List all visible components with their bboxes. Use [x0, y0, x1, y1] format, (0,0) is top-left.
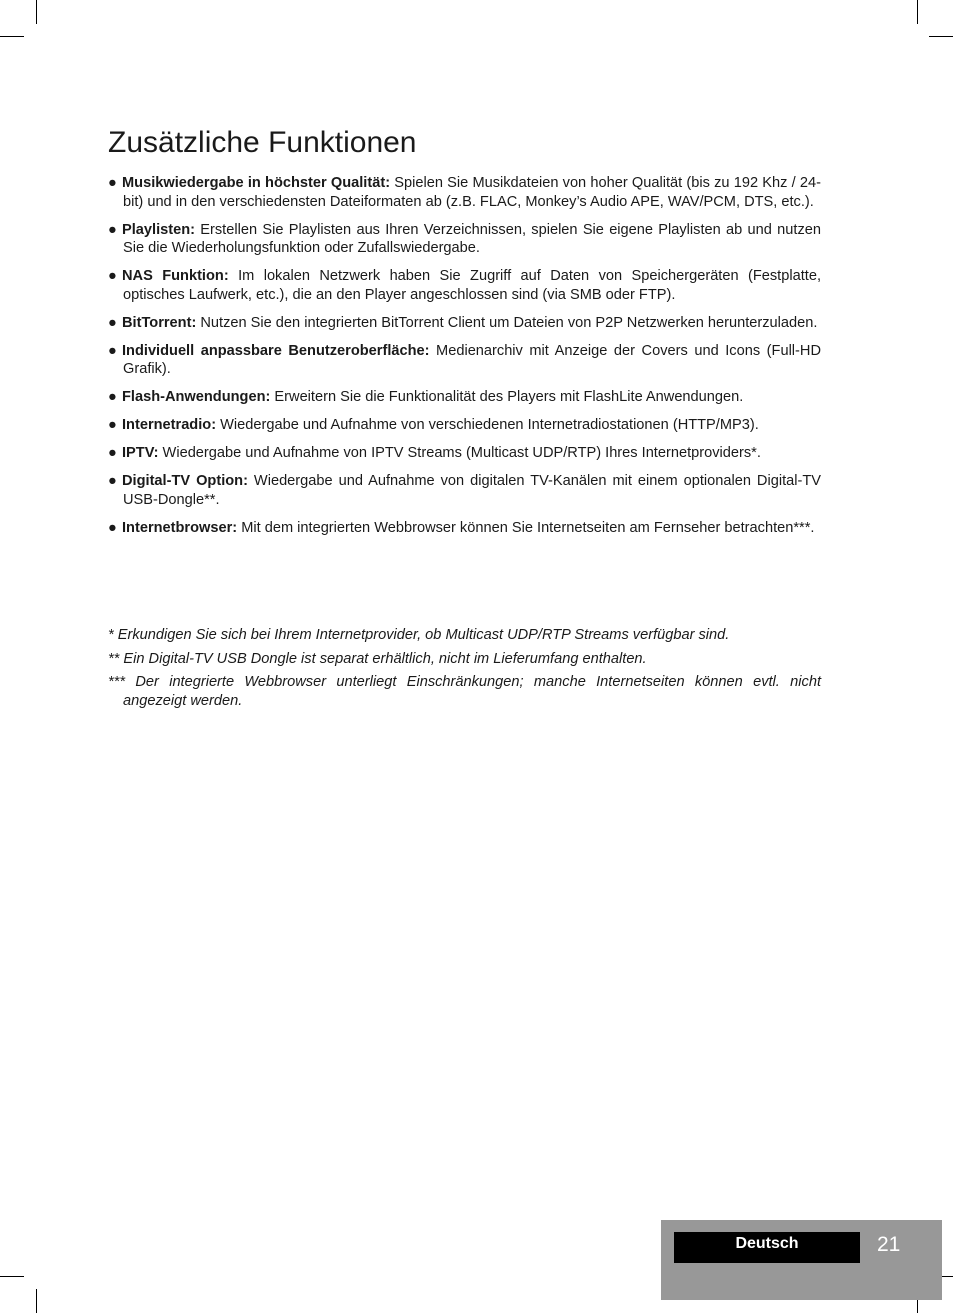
list-item — [108, 267, 821, 304]
page-title: Zusätzliche Funktionen — [108, 126, 417, 159]
footnote: * Erkundigen Sie sich bei Ihrem Internetprovider, ob Multicast UDP/RTP Streams verfügbar sind. — [108, 627, 730, 643]
bullet: ● — [108, 221, 117, 238]
footnotes — [108, 626, 821, 715]
list-item — [108, 519, 821, 538]
crop-mark — [36, 1289, 37, 1313]
feature-text: Wiedergabe und Aufnahme von IPTV Streams (Multicast UDP/RTP) Ihres Internetproviders*. — [158, 445, 761, 461]
crop-mark — [0, 1276, 24, 1277]
feature-label: Digital-TV Option: — [122, 473, 248, 489]
feature-label: Musikwiedergabe in höchster Qualität: — [122, 175, 391, 191]
list-item — [108, 342, 821, 379]
feature-label: NAS Funktion: — [122, 268, 229, 284]
feature-label: Flash-Anwendungen: — [122, 389, 271, 405]
list-item — [108, 221, 821, 258]
feature-label: Playlisten: — [122, 221, 195, 238]
bullet: ● — [108, 445, 117, 461]
feature-label: IPTV: — [122, 445, 159, 461]
bullet: ● — [108, 268, 117, 284]
feature-text: Medienarchiv mit Anzeige der Covers und Icons (Full-HD Grafik). — [123, 342, 821, 377]
feature-text: Wiedergabe und Aufnahme von digitalen TV-Kanälen mit einem optionalen Digital-TV USB-Dongle**. — [123, 473, 821, 508]
list-item — [108, 388, 821, 407]
bullet: ● — [108, 314, 117, 331]
feature-text: Mit dem integrierten Webbrowser können Sie Internetseiten am Fernseher betrachten***. — [237, 519, 815, 536]
feature-list — [108, 174, 821, 547]
crop-mark — [36, 0, 37, 24]
footnote: ** Ein Digital-TV USB Dongle ist separat erhältlich, nicht im Lieferumfang enthalten. — [108, 650, 647, 667]
bullet: ● — [108, 342, 117, 359]
language-label: Deutsch — [674, 1232, 860, 1263]
list-item — [108, 472, 821, 509]
feature-text: Erstellen Sie Playlisten aus Ihren Verzeichnissen, spielen Sie eigene Playlisten ab und nutzen Sie die Wiederholungsfunktion oder Zufallswiedergabe. — [123, 221, 821, 256]
bullet: ● — [108, 175, 117, 191]
feature-text: Spielen Sie Musikdateien von hoher Qualität (bis zu 192 Khz / 24-bit) und in den verschiedensten Dateiformaten ab (z.B. FLAC, Monkey’s Audio APE, WAV/PCM, DTS, etc.). — [123, 175, 822, 210]
list-item — [108, 314, 821, 333]
footnote: *** Der integrierte Webbrowser unterliegt Einschränkungen; manche Internetseiten können evtl. nicht angezeigt werden. — [108, 674, 821, 709]
feature-text: Nutzen Sie den integrierten BitTorrent Client um Dateien von P2P Netzwerken herunterzuladen. — [196, 314, 818, 331]
feature-text: Im lokalen Netzwerk haben Sie Zugriff auf Daten von Speichergeräten (Festplatte, optisches Laufwerk, etc.), die an den Player angeschlossen sind (via SMB oder FTP). — [123, 268, 821, 303]
list-item — [108, 444, 821, 463]
feature-text: Wiedergabe und Aufnahme von verschiedenen Internetradiostationen (HTTP/MP3). — [216, 417, 759, 433]
bullet: ● — [108, 519, 117, 536]
page-footer — [661, 1220, 942, 1300]
bullet: ● — [108, 473, 117, 489]
feature-text: Erweitern Sie die Funktionalität des Players mit FlashLite Anwendungen. — [270, 389, 744, 405]
list-item — [108, 174, 821, 211]
list-item — [108, 416, 821, 435]
feature-label: Internetradio: — [122, 417, 217, 433]
crop-mark — [929, 36, 953, 37]
feature-label: BitTorrent: — [122, 314, 197, 331]
page-number: 21 — [877, 1233, 901, 1256]
bullet: ● — [108, 417, 117, 433]
bullet: ● — [108, 389, 117, 405]
crop-mark — [0, 36, 24, 37]
feature-label: Individuell anpassbare Benutzeroberfläche: — [122, 342, 430, 359]
crop-mark — [917, 0, 918, 24]
feature-label: Internetbrowser: — [122, 519, 238, 536]
